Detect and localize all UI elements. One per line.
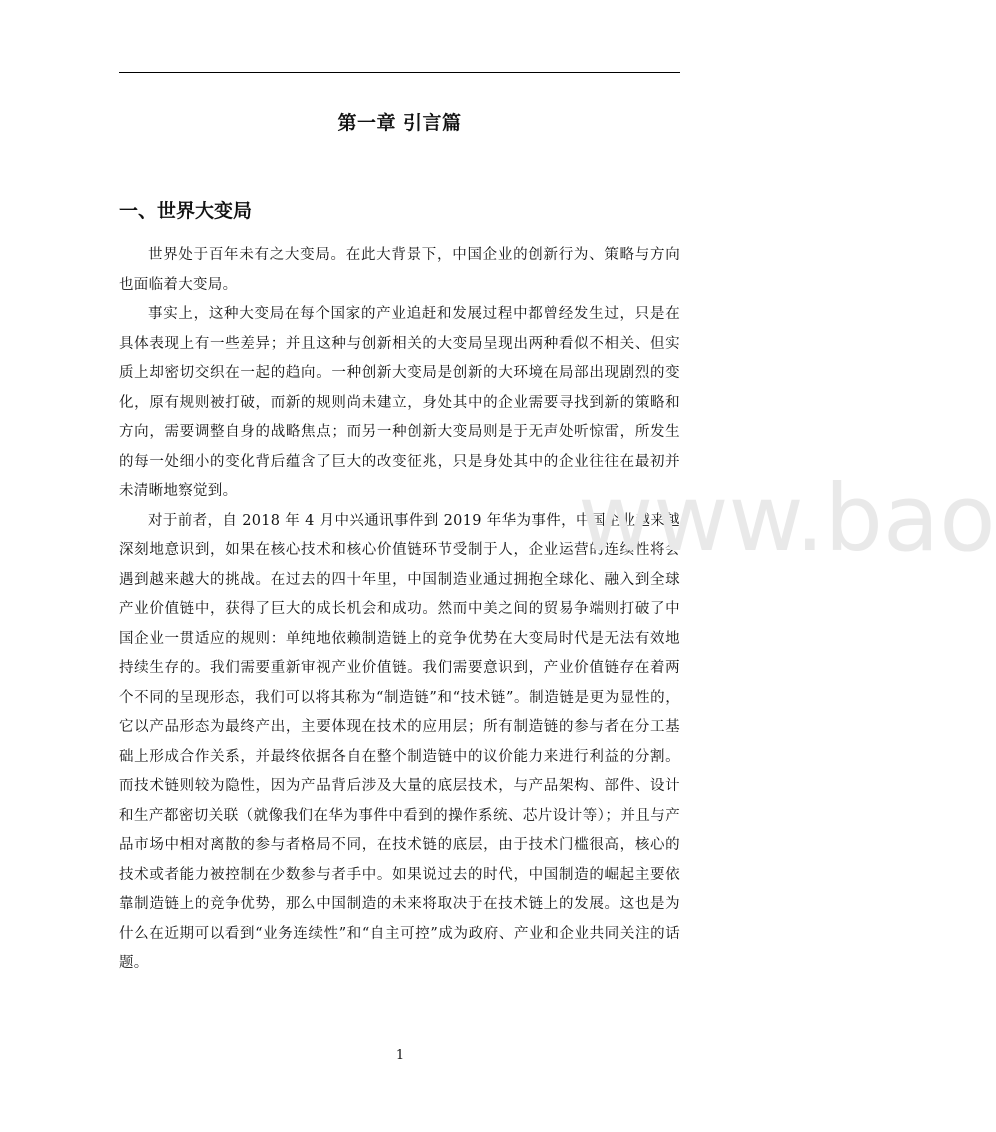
- paragraph-value-chain: 对于前者，自 2018 年 4 月中兴通讯事件到 2019 年华为事件，中国企业越来越深刻地意识到，如果在核心技术和核心价值链环节受制于人，企业运营的连续性将会遇到越来越大的挑战。在过去的四十年里，中国制造业通过拥抱全球化、融入到全球产业价值链中，获得了巨大的成长机会和成功。然而中美之间的贸易争端则打破了中国企业一贯适应的规则：单纯地依赖制造链上的竞争优势在大变局时代是无法有效地持续生存的。我们需要重新审视产业价值链。我们需要意识到，产业价值链存在着两个不同的呈现形态，我们可以将其称为“制造链”和“技术链”。制造链是更为显性的，它以产品形态为最终产出，主要体现在技术的应用层；所有制造链的参与者在分工基础上形成合作关系，并最终依据各自在整个制造链中的议价能力来进行利益的分割。而技术链则较为隐性，因为产品背后涉及大量的底层技术，与产品架构、部件、设计和生产都密切关联（就像我们在华为事件中看到的操作系统、芯片设计等）；并且与产品市场中相对离散的参与者格局不同，在技术链的底层，由于技术门槛很高，核心的技术或者能力被控制在少数参与者手中。如果说过去的时代，中国制造的崛起主要依靠制造链上的竞争优势，那么中国制造的未来将取决于在技术链上的发展。这也是为什么在近期可以看到“业务连续性”和“自主可控”成为政府、产业和企业共同关注的话题。: [119, 512, 680, 971]
- page-number: 1: [395, 1048, 405, 1063]
- section-heading: 一、世界大变局: [119, 200, 253, 222]
- paragraph-intro: 世界处于百年未有之大变局。在此大背景下，中国企业的创新行为、策略与方向也面临着大变局。: [119, 247, 680, 293]
- header-rule: [119, 72, 680, 73]
- paragraph-two-trends: 事实上，这种大变局在每个国家的产业追赶和发展过程中都曾经发生过，只是在具体表现上有一些差异；并且这种与创新相关的大变局呈现出两种看似不相关、但实质上却密切交织在一起的趋向。一种创新大变局是创新的大环境在局部出现剧烈的变化，原有规则被打破，而新的规则尚未建立，身处其中的企业需要寻找到新的策略和方向，需要调整自身的战略焦点；而另一种创新大变局则是于无声处听惊雷，所发生的每一处细小的变化背后蕴含了巨大的改变征兆，只是身处其中的企业往往在最初并未清晰地察觉到。: [119, 306, 680, 499]
- watermark: www.bao: [578, 465, 996, 572]
- chapter-title: 第一章 引言篇: [337, 112, 462, 134]
- document-body: [119, 241, 680, 979]
